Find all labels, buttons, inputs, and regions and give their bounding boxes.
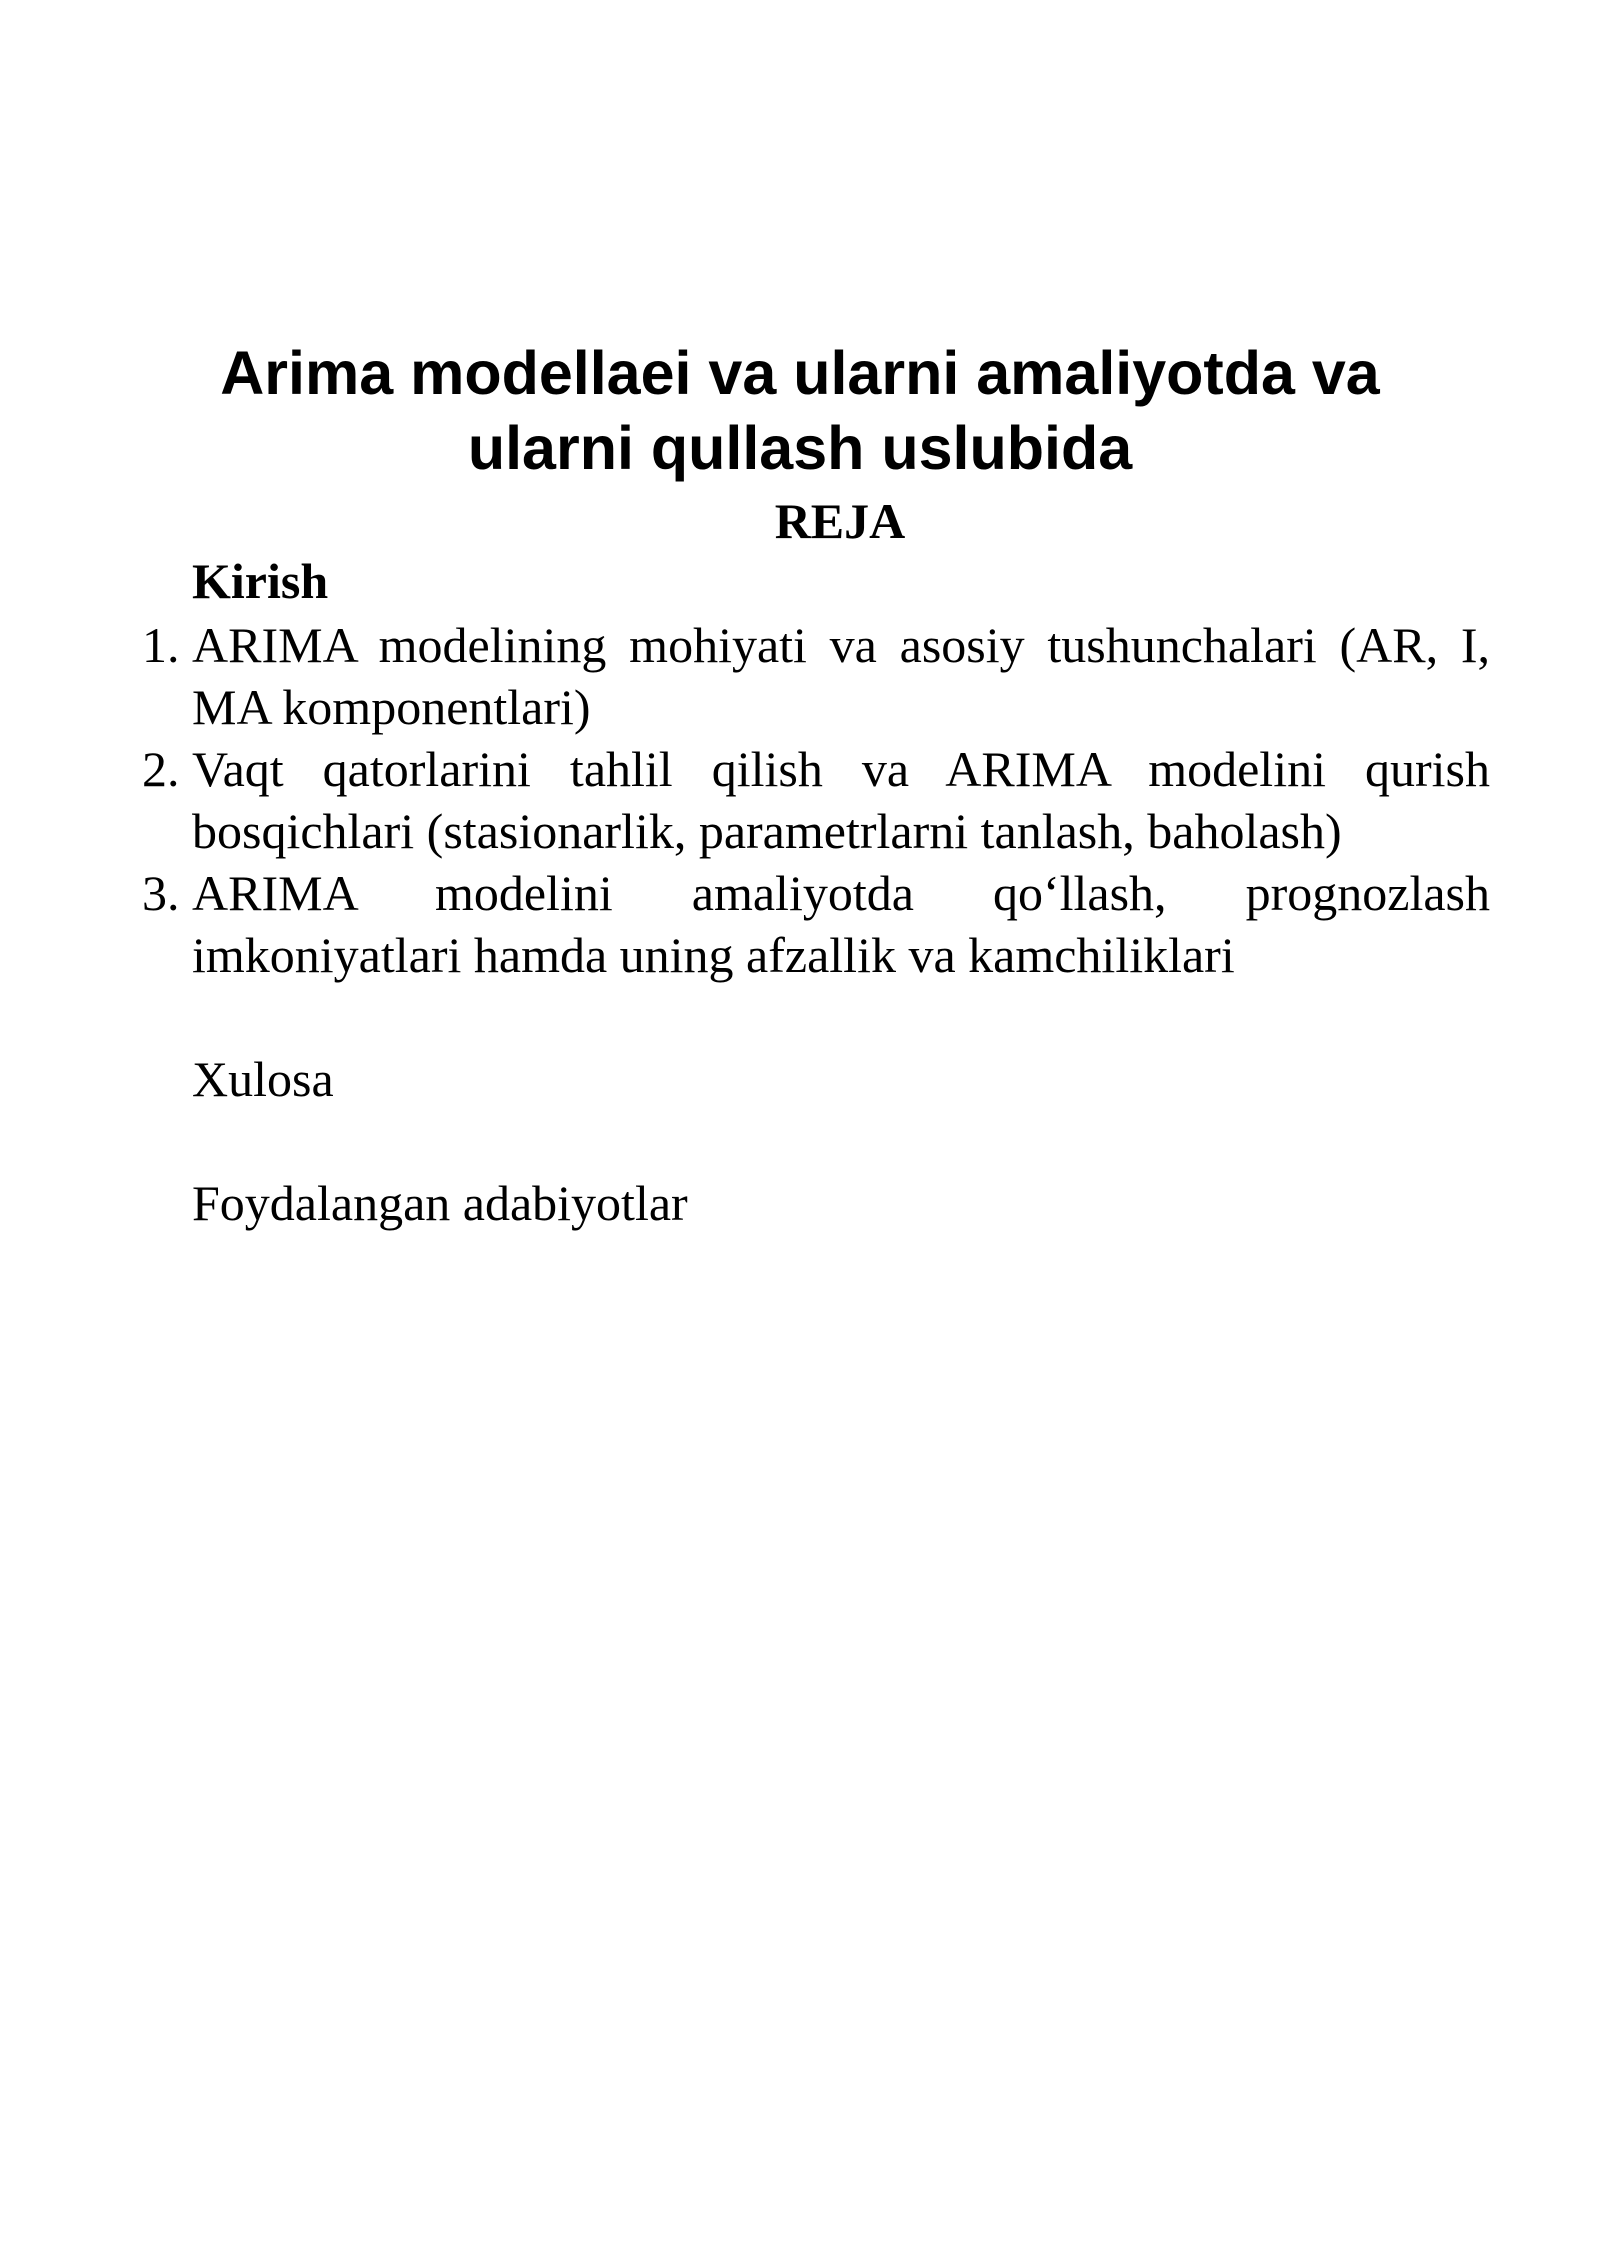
plan-item-3 <box>142 862 1490 986</box>
plan-list <box>142 614 1490 986</box>
plan-item-text: ARIMA modelini amaliyotda qo‘llash, prognozlash imkoniyatlari hamda uning afzallik va kamchiliklari <box>192 865 1490 983</box>
plan-item-number: 3. <box>142 865 180 921</box>
conclusion-heading: Xulosa <box>192 1051 334 1107</box>
document-title: Arima modellaei va ularni amaliyotda va ularni qullash uslubida <box>220 339 1380 482</box>
plan-item-number: 2. <box>142 741 180 797</box>
intro-heading: Kirish <box>192 553 329 609</box>
plan-item-number: 1. <box>142 617 180 673</box>
references-heading: Foydalangan adabiyotlar <box>192 1175 688 1231</box>
plan-item-text: ARIMA modelining mohiyati va asosiy tushunchalari (AR, I, MA komponentlari) <box>192 617 1490 735</box>
plan-item-2 <box>142 738 1490 862</box>
plan-item-1 <box>142 614 1490 738</box>
plan-content <box>142 550 1490 1234</box>
plan-item-text: Vaqt qatorlarini tahlil qilish va ARIMA modelini qurish bosqichlari (stasionarlik, parametrlarni tanlash, baholash) <box>192 741 1490 859</box>
plan-heading: REJA <box>774 493 906 549</box>
